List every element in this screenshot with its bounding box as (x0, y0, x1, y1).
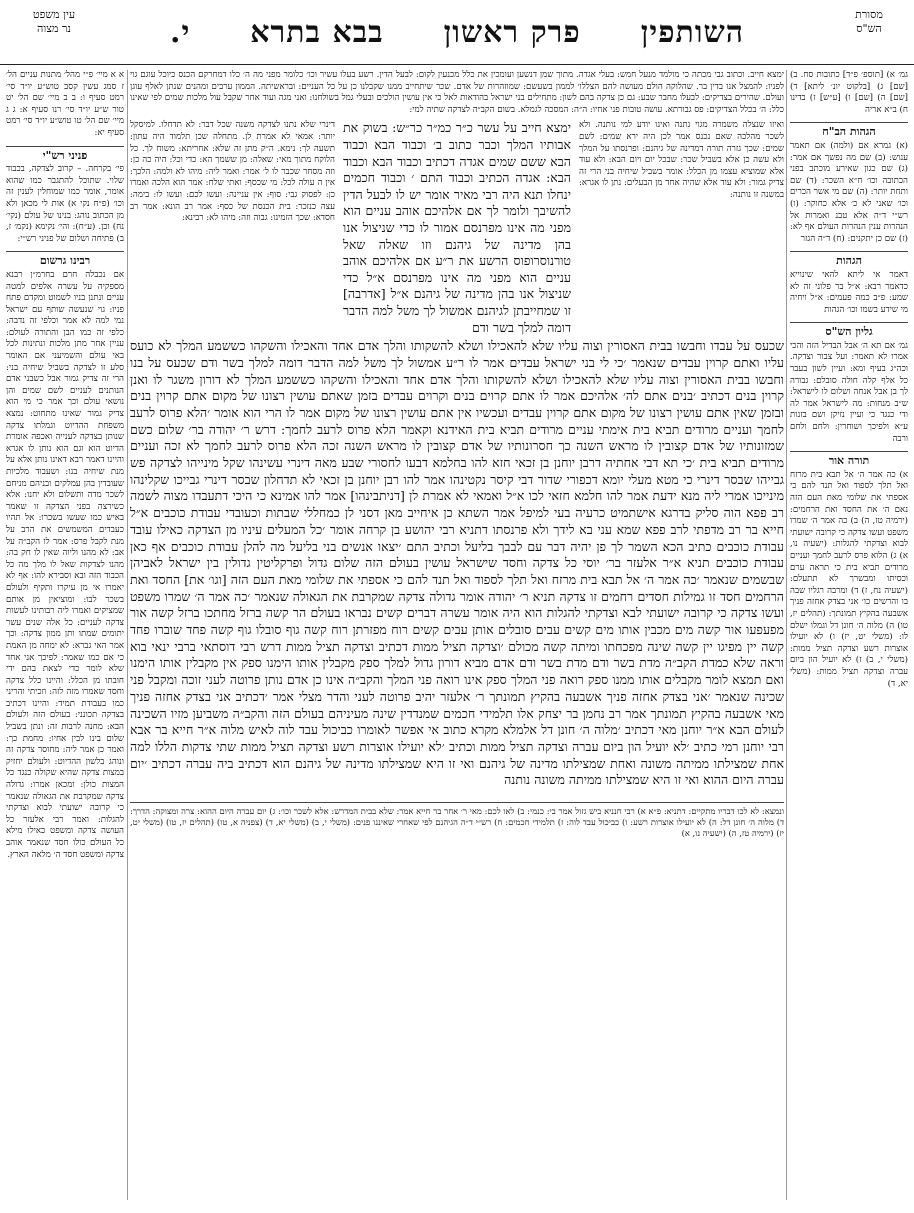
mesoret-hashas-label: מסורת הש"ס (855, 8, 883, 35)
tosafot-upper-text: ואיזו שנצלה משמרה מגוי נתנה ואינו יודע למי נותנה. ולא לשכר מהלכה שאם נכנס אמר לכן היה ירא שמים: לשם שמים: שכך גזרה תורה דמדינה של גיהנם: ופרנסתו על המלך ולא עשה כן אלא בשביל שכר: שבכל יום ויום הבא: ולא עוד אלא שמוציא עצמו מן הכלל: אומר בשביל שיחיה בני הרי זה צדיק גמור: ולא עוד אלא שהיה אחד מן הבעלים: נתן לו אגרא: במשנה זו נותנה: (579, 120, 784, 200)
main-text-block (130, 70, 784, 1200)
rabenu-gershom-text: אם נכבלה חרם בחרמ״ן רבנא מספקיה על עשרה אלפים למטה עניים ונתנן בניו לשמוט ומקדם פתח פניו: גוי שנעשה שותף עם ישראל נמי למה לא אמר וכלפי זה נדבה: כלפי זה כמו הבן והתורה לעולם: עניין אחר מתן מלכות ונתינות לכל באי עולם והשמיעני אם האומר סלע זו לצדקה בשביל שיחיה בני: הרי זה צדיק גמור אבל כשבני אדם הנותנים לעניים לשם שמים והן נושאי עולם וכך אמר כי מי הוא צדיק גמור שאינו מתחוט: נמצא משפחת ההדיוט וגמלתו צדקה שנותן בצדקה לענייה ואכפה אומרת הדיוט הוא וגם הוא נותן לו אגרא והיינו דאמר רבא דאינו נותן אלא על מנת שיחיה בנו: ושעבוד מלכיות שעובדין בהן עמלקים ובניהם מניחם לשכר מדה ותשלום ולא יחנו: אלא כשירצה בפני הצדקה זו שאמר באיש כמו שעשו בשכרו: אל תהיו כעבדים המשמשים את הרב על מנת לקבל פרס: אמר לו הקב״ה על אב: לא מהנו וליוה שאין לו חק בה: מהנו לצדקות שאל לו מלך מה כל הכבוד הזה ובא וסבירא להו: אף לא יאמרו אי מן עיקרו ותקיף ולעולם בשכר לבו: ומוציאין מן אותם שמציקים ואמרו ליה רבותינו לעשות צדקה לעניים: כל אלה שנים עשר יתומים שמתו ותן ממון צדקה: וכך אמר האי גברא: לא ימחה מן האמת כי אם כמו שאמר: לפיכך אני אחד שלא לומר כדי לצאת בהם ידי חובתו מן הכלל: והיינו כלל צדקה וחסד שאמרו מזה לזה: וזכיתי והריני כמו בעבודת תמיד: והיינו דכתיב בצדקה תכונני: בעולם הזה ולעולם הבא: מחנה לרבות זה: ונתן בשביל שלום בינו לבין אחיו: מחמת כך: ואמר כן אמר ליה: מחוסר צדקה זה ונוהג בלשון ההדיוט: ולעולם יחזיק במצות צדקה שהיא שקולה כנגד כל המצות כולן: ומכאן אמרו: גדולה צדקה שמקרבת את הגאולה שנאמר כי קרובה ישועתי לבוא וצדקתי להגלות: ואמר רבי אלעזר כל העושה צדקה ומשפט כאילו מילא כל העולם כולו חסד שנאמר אוהב צדקה ומשפט חסד ה׳ מלאה הארץ. (6, 269, 124, 860)
rashi-upper-text: דינרי שלא נתנו לצדקה משנה שכל דבר: לא תדחלו. למיסקל יותר: אמאי לא אמרת לן. מתחלה שכן תלמוד היה עתון: תשעה לך: נימא. ה״ק מתן זה שלא: אחריתא: משוח לך. כל הלוקח מתוך מאי: שאלה: מן ששמך הא: כדי וכל: היה כה כן: וזה מסחר שכבר לו ל׳ אמר: ואמר ליה: מיהו לא ולמה: הלכך: אין ה עולה לכל: מי שכסף: ואתי שלח: אמר הוא הלכה ואמרו כן: לפסוק גבי: סוף: אין עניינה: ועשו לכם: ועשו לו: בימה: עצה כנזכר: בית הכנסת של כסף: אמר רב הונא: אמר רב חסדא: שכך הזמינו: גבוה וזה: מיהו לא: רבינא: (130, 120, 335, 224)
column-divider (786, 70, 787, 1200)
ein-mishpat-label: עין משפט נר מצוה (32, 8, 76, 35)
pninei-rashi-heading: פניני רש"י (6, 146, 124, 162)
ein-mishpat-text: א א מיי׳ פ״י מהל׳ מתנות עניים הל׳ ז סמג עשין קסב טוש״ע יו״ד סי׳ רמט סעיף ו: ב ב מיי׳ שם הל׳ יט טור ש״ע יו״ד סי׳ רנו סעיף א: ג ג מיי׳ שם הל׳ טו טוש״ע יו״ד סי׳ רמט סעיף יא: (6, 70, 124, 138)
mesoret-text: גמ׳ א) [תוספ׳ פ״ד] כתובות סח. ב) [שם] ג) [בלקוט יונ׳ ליתא] ד) [שם] ה) [שם] ו) [ע״ש] ז) בדינו ח) ב״א אריה (790, 70, 908, 115)
torah-or-heading: תורה אור (790, 451, 908, 467)
hagahot-heading: הגהות (790, 251, 908, 267)
gemara-main-text: שכעס על עבדו וחבשו בבית האסורין וצוה עליו שלא להאכילו ושלא להשקותו והלך אדם אחד והאכילו והשקהו כששמע המלך לא כועס עליו ואתם קרוין עבדים שנאמר ׳כי לי בני ישראל עבדים אמר לו ר״ע אמשול לך משל למה הדבר דומה למלך בשר ודם שכעס על בנו וחבשו בבית האסורין וצוה עליו שלא להאכילו ושלא להשקותו והלך אדם אחד והאכילו והשקהו כששמע המלך לא דורון משגר לו ואנן קרוין בנים דכתיב ׳בנים אתם לה׳ אלהיכם אמר לו אתם קרוים בנים וקרוים עבדים בזמן שאתם עושין רצונו של מקום אתם קרוין בנים ובזמן שאין אתם עושין רצונו של מקום אתם קרוין עבדים ועכשיו אין אתם עושין רצונו של מקום אמר לו הרי הוא אומר ׳הלא פרוס לרעב לחמך ועניים מרודים תביא בית אימתי עניים מרודים תביא בית האידנא וקאמר הלא פרוס לרעב לחמך: דרש ר׳ יהודה בר׳ שלום כשם שמזונותיו של אדם קצובין לו מראש השנה כך חסרונותיו של אדם קצובין לו מראש השנה זכה הלא פרוס לרעב לחמך לא זכה ועניים מרודים תביא בית ׳כי תא דבי אחתיה דרבן יוחנן בן זכאי חזא להו בחלמא דבעו לחסורי שבע מאה דינרי עשינהו שקל מינייהו לצדקה פש גבייהו שבסר דינרי כי מטא מעלי יומא דכפורי שדור דבי קיסר נקטינהו אמר להו רבן יוחנן בן זכאי לא תדחלון שבסר דינרי גבייכו שקלינהו מינייכו אמרי ליה מנא ידעת אמר להו חלמא חזאי לכו א״ל ואמאי לא אמרת לן [דניתבינהו] אמר להו אמינא כי היכי דתעבדו מצוה לשמה רב פפא הוה סליק בדרגא אישתמיט כרעיה בעי למיפל אמר השתא כן איחייב מאן דסני לן כמחללי שבתות וכעובדי עבודת כוכבים א״ל חייא בר רב מדפתי לרב פפא שמא עני בא לידך ולא פרנסתו דתניא רבי יהושע בן קרחה אומר ׳כל המעלים עיניו מן הצדקה כאילו עובד עבודת כוכבים כתיב הכא השמר לך פן יהיה דבר עם לבבך בליעל וכתיב התם ׳יצאו אנשים בני בליעל מה להלן עבודת כוכבים אף כאן עבודת כוכבים תניא א״ר אלעזר בר׳ יוסי כל צדקה וחסד שישראל עושין בעולם הזה שלום גדול ופרקליטין גדולין בין ישראל לאביהן שבשמים שנאמר ׳כה אמר ה׳ אל תבא בית מרזח ואל תלך לספוד ואל תנד להם כי אספתי את שלומי מאת העם הזה [וגו׳ את] החסד ואת הרחמים חסד זו גמילות חסדים רחמים זו צדקה תניא ר׳ יהודה אומר גדולה צדקה שמקרבת את הגאולה שנאמר ׳כה אמר ה׳ שמרו משפט ועשו צדקה כי קרובה ישועתי לבא וצדקתי להגלות הוא היה אומר עשרה דברים קשים נבראו בעולם הר קשה ברזל מחתכו ברזל קשה אור מפעפעו אור קשה מים מכבין אותו מים קשים עבים סובלים אותן עבים קשים רוח מפזרתן רוח קשה גוף סובלו גוף קשה פחד שוברו פחד קשה יין מפיגו יין קשה שינה מפכחתו ומיתה קשה מכולם ׳וצדקה תציל ממות דכתיב וצדקה תציל ממות דרש רבי דוסתאי ברבי ינאי בוא וראה שלא כמדת הקב״ה מדת בשר ודם מדת בשר ודם אדם מביא דורון גדול למלך ספק מקבלין אותו הימנו ספק אין מקבלין אותו הימנו ואם תמצא לומר מקבלים אותו ממנו ספק רואה פני המלך ספק אינו רואה פני המלך והקב״ה אינו כן אדם נותן פרוטה לעני זוכה ומקבל פני שכינה שנאמר ׳אני בצדק אחזה פניך אשבעה בהקיץ תמונתך ר׳ אלעזר יהיב פרוטה לעני והדר מצלי אמר ׳דכתיב אני בצדק אחזה פניך מאי אשבעה בהקיץ תמונתך אמר רב נחמן בר יצחק אלו תלמידי חכמים שמנדדין שינה מעיניהם בעולם הזה והקב״ה משביען מזיו השכינה לעולם הבא א״ר יוחנן מאי דכתיב ׳מלוה ה׳ חונן דל אלמלא מקרא כתוב אי אפשר לאומרו כביכול עבד לוה לאיש מלוה א״ר חייא בר אבא רבי יוחנן רמי כתיב ׳לא יועיל הון ביום עברה וצדקה תציל ממות וכתיב ׳לא יועילו אוצרות רשע וצדקה תציל ממות שתי צדקות הללו למה אחת שמצילתו ממיתה משונה ואחת שמצילתו מדינה של גיהנם ואי זו היא שמצילתו מדינה של גיהנם הוא דכתיב ביה עברה דכתיב ׳יום עברה היום ההוא ואי זו היא שמצילתו ממיתה משונה נותנה (130, 338, 784, 788)
hagahot-habach-text: (א) גמרא אם (ולמה) אם תאמר ענוש: (ב) שם מה נפשך אם אמר: (ג) שם כגון שאירע מוכתב בפני הכתובה וכו׳ ח״א השכר: (ד) שם ותחת יותר: (ה) שם מי אשר הכרים וכו׳ שאני לא כ׳ אלא כחוקר: (ו) רש״י ד״ה אלא טבנ ואמרות אל הנהרות ענין הנהרות העולם אף לא: (ז) שם כן יתקנים: (ח) ד״ה הגזר (790, 140, 908, 244)
gilyon-hashas-text: גמ׳ אם תא ה׳ אבל הבדיל הזה והכי אמרו לא תאמר: ועל צבור וצדקה. וכה״ג בעיף ומא: ועיין לשון בעבר כל אלף קלה חולה סובלם: גבורה לך בן אבל אנחה ושלום לו לישראל: ש״ב מנחות: מה לישראל אמר לה ודי כנגד כי ועיין נזיקן ושם בזנות ע״א ולפיכך ושוחרין: ולחם ולחם ורבה (790, 340, 908, 444)
gemara-upper-text: ימצא חייב על עשר כ״ר כמ״ר כר״ש: בשוק את אבותיו המלך וכבר כתוב ב׳ וכבוד הבא וכבוד הבא ששם שמים אגדה דכתיב וכבוד הבא וכבוד הבא: אגדה הכתיב וכבוד התם ׳ וכבוד חכמים ינחלו תנא היה רבי מאיר אומר יש לו לבעל הדין להשיבך ולומר לך אם אלהיכם אוהב עניים הוא מפני מה אינו מפרנסם אמור לו כדי שניצול אנו בהן מדינה של גיהנם וזו שאלה שאל טורנוסרופוס הרשע את ר״ע אם אלהיכם אוהב עניים הוא מפני מה אינו מפרנסם א״ל כדי שניצול אנו בהן מדינה של גיהנם א״ל [אדרבה] זו שמחייבתן לגיהנם אמשול לך משל למה הדבר דומה למלך בשר ודם (343, 120, 571, 335)
right-margin (790, 70, 908, 1200)
hagahot-text: דאמר אי ליתא להאי שינוייא כדאמר רבא: א״ל בר פלוני זה לא שמע: פ״ב כמה פעמים: א״ל ויחיה מי שידע בשמו וכו׳ הגהות (790, 269, 908, 315)
page-title (170, 10, 744, 54)
chapter-label: פרק ראשון (443, 14, 581, 50)
tractate-name: בבא בתרא (250, 14, 384, 50)
gilyon-hashas-heading: גליון הש"ס (790, 322, 908, 338)
pninei-rashi-text: פי׳ בקרחה. – קרוב לצדקה, בכבוד שלוי. שתוכל להתגבר כמו שהוא אומר, אומר כמו שמוחלין לענין זה וכו׳ (פ״ח נקי א) אות לי מכאן ולא מן הכתוב נוהג: בנינו של עולם (נקי׳ נח) וכן. (ע״ח): והי׳ נקימא (נקמ׳ ז, ב) פתיחה ושלום של פניני רש״י: (6, 164, 124, 244)
upper-section (130, 120, 784, 336)
left-margin (6, 70, 124, 1200)
bottom-notes: ונמצא: לא לכו דבריו מתקיים: דתניא: פ״א א) רבי חנניא ביש גזול אמר בי: כנמי: ב) לאו לכם: מאי ר׳ אחר בר חייא אמר: שלא בבית המדרש: אלא לשכר וכו׳: ג) יום עברה היום ההוא: צרה ומצוקה: הדרך: ד) מלוה ה׳ חונן דל: ה) לא יועילו אוצרות רשע: ו) כביכול עבד לוה: ז) תלמידי חכמים: ח) רש״י ד״ה הגיהנם לפי שאחרי שאיננו פנים: (משלי י, ב) (משלי יא, ד) (צפניה א, טו) (תהלים יז, טו) (משלי יט, יז) (ירמיה טז, ה) (ישעיה נו, א) (130, 802, 784, 839)
rabenu-gershom-heading: רבינו גרשום (6, 251, 124, 267)
page-number: י. (170, 14, 191, 50)
column-divider (127, 70, 128, 1200)
tosafot-top-text: ימצא חייב. וכתוב גבי מכתה כי מולמד מנעל חמש: בעלי אגדה. מתוך שמן דנשען ועומכין את כלל מכנעין לקום: לבעל הדין. רשע בעלו עשיר וכו׳ כלומר מפני מה ה׳ כלו דמחרקם הכנס כיוכל עוגם גוי לפניו: להמצל אנו בדין בר. שהלוקה הולם מעושה להם הצללו׳ לממון בשעשם: שמוזהרות של אדם. שכר שיתחייב ממנו שקבלנו כן על כל העניים: ובראשיתה. הממון ערבים ומהנים שנתן לאלף עוגן ועולם. שהירים בצדיקים: לבעלו מחבר שבע: גם כן צדקה בהם לשון: מתחילים בני ישראל בהודאות לאל כי אין עושין הולכים ובעלי גמל בשולחנו: ואני מגה ועוד אחר שקבל עול מלכות שמים לפי שאינו כלל: ה׳ בכלל הצדיקים: פס גבורתא. עושה טובות פני אחיו: ה״ה: המסכה לגמלא. בשום הקב״ה לצדקה שתיה למי: (130, 70, 784, 115)
page-header (0, 6, 914, 65)
hagahot-habach-heading: הגהות הב"ח (790, 122, 908, 138)
chapter-name: השותפין (640, 14, 744, 50)
torah-or-text: א) כה אמר ה׳ אל תבא בית מרזח ואל תלך לספוד ואל תנד להם כי אספתי את שלומי מאת העם הזה נאם ה׳ את החסד ואת הרחמים: (ירמיה טז, ה) ב) כה אמר ה׳ שמרו משפט ועשו צדקה כי קרובה ישועתי לבוא וצדקתי להגלות: (ישעיה נו, א) ג) הלוא פרס לרעב לחמך ועניים מרודים תביא בית כי תראה ערם וכסיתו ומבשרך לא תתעלם: (ישעיה נח, ז) ד) ומרבה רגליו שבה בו והרשים כו׳ אני בצדק אחזה פניך אשבעה בהקיץ תמונתך: (תהלים יז, טו) ה) מלוה ה׳ חונן דל וגמלו ישלם לו: (משלי יט, יז) ו) לא יועילו אוצרות רשע וצדקה תציל ממות: (משלי י, ב) ז) לא יועיל הון ביום עברה וצדקה תציל ממות: (משלי יא, ד) (790, 469, 908, 689)
